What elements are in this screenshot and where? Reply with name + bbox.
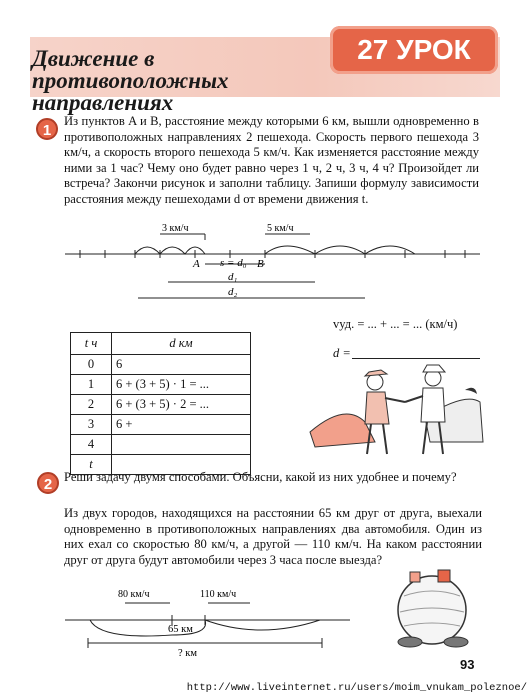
point-b-label: B	[257, 258, 264, 270]
lesson-label: 27 УРОК	[357, 34, 471, 65]
s-label: s = d₀	[220, 257, 247, 269]
arc-right	[265, 246, 415, 254]
speed-right-label: 5 км/ч	[267, 223, 294, 234]
header-t: t ч	[71, 333, 112, 355]
formula-d: d =	[333, 346, 351, 360]
task-2-number: 2	[37, 472, 59, 494]
table-row	[71, 395, 251, 415]
task-2-intro: Реши задачу двумя способами. Объясни, какой из них удобнее и почему?	[64, 470, 457, 484]
point-a-label: A	[193, 258, 200, 270]
speed-110-label: 110 км/ч	[200, 589, 237, 600]
cell-t: t	[71, 455, 112, 475]
cell-t: 3	[71, 415, 112, 435]
cell-t: 1	[71, 375, 112, 395]
speed-80-label: 80 км/ч	[118, 589, 150, 600]
cell-t: 2	[71, 395, 112, 415]
cell-d[interactable]: 6	[112, 355, 251, 375]
page-number: 93	[460, 657, 475, 672]
task-1-number: 1	[36, 118, 58, 140]
task-1-diagram	[60, 222, 485, 302]
table-row	[71, 375, 251, 395]
globe-illustration	[382, 566, 482, 648]
cell-d[interactable]	[112, 435, 251, 455]
distance-65-label: 65 км	[168, 624, 193, 635]
speed-left-label: 3 км/ч	[162, 223, 189, 234]
title-line-3: направлениях	[32, 90, 174, 115]
formula-d-blank[interactable]	[352, 358, 480, 359]
title-line-1: Движение в	[32, 46, 155, 71]
table-row	[71, 355, 251, 375]
table-row	[71, 415, 251, 435]
header-d: d км	[112, 333, 251, 355]
lesson-title	[32, 48, 332, 114]
source-url: http://www.liveinternet.ru/users/moim_vnukam_poleznoe/	[186, 682, 527, 694]
d1-label: d₁	[228, 271, 238, 283]
unknown-distance-label: ? км	[178, 648, 198, 659]
cell-d[interactable]: 6 +	[112, 415, 251, 435]
title-line-2: противоположных	[32, 68, 229, 93]
cell-t: 4	[71, 435, 112, 455]
task-1-text: Из пунктов A и B, расстояние между которыми 6 км, вышли одновременно в противоположных направлениях 2 пешехода. Скорость первого пешехода 3 км/ч, а скорость второго пешехода 5 км/ч. Как изменяется расстояние между ними за 1 час? Чему оно будет равно через 1 ч, 2 ч, 3 ч, 4 ч? Произойдет ли встреча? Закончи рисунок и заполни таблицу. Запиши формулу зависимости расстояния между пешеходами d от времени движения t.	[64, 114, 479, 206]
cell-t: 0	[71, 355, 112, 375]
table-row	[71, 435, 251, 455]
formula-v: vуд. = ... + ... = ... (км/ч)	[333, 317, 458, 331]
cell-d[interactable]: 6 + (3 + 5) · 1 = ...	[112, 375, 251, 395]
task-2-diagram	[60, 585, 360, 660]
cell-d[interactable]: 6 + (3 + 5) · 2 = ...	[112, 395, 251, 415]
d2-label: d₂	[228, 286, 238, 298]
table-header-row	[71, 333, 251, 355]
distance-table	[70, 332, 251, 475]
pedestrians-illustration	[305, 362, 487, 462]
task-2-text: Из двух городов, находящихся на расстоянии 65 км друг от друга, выехали одновременно в противоположных направлениях два автомобиля. Один из них ехал со скоростью 80 км/ч, а другой — 110 км/ч. На каком расстоянии друг от друга будут автомобили через 3 часа после выезда?	[64, 506, 482, 567]
